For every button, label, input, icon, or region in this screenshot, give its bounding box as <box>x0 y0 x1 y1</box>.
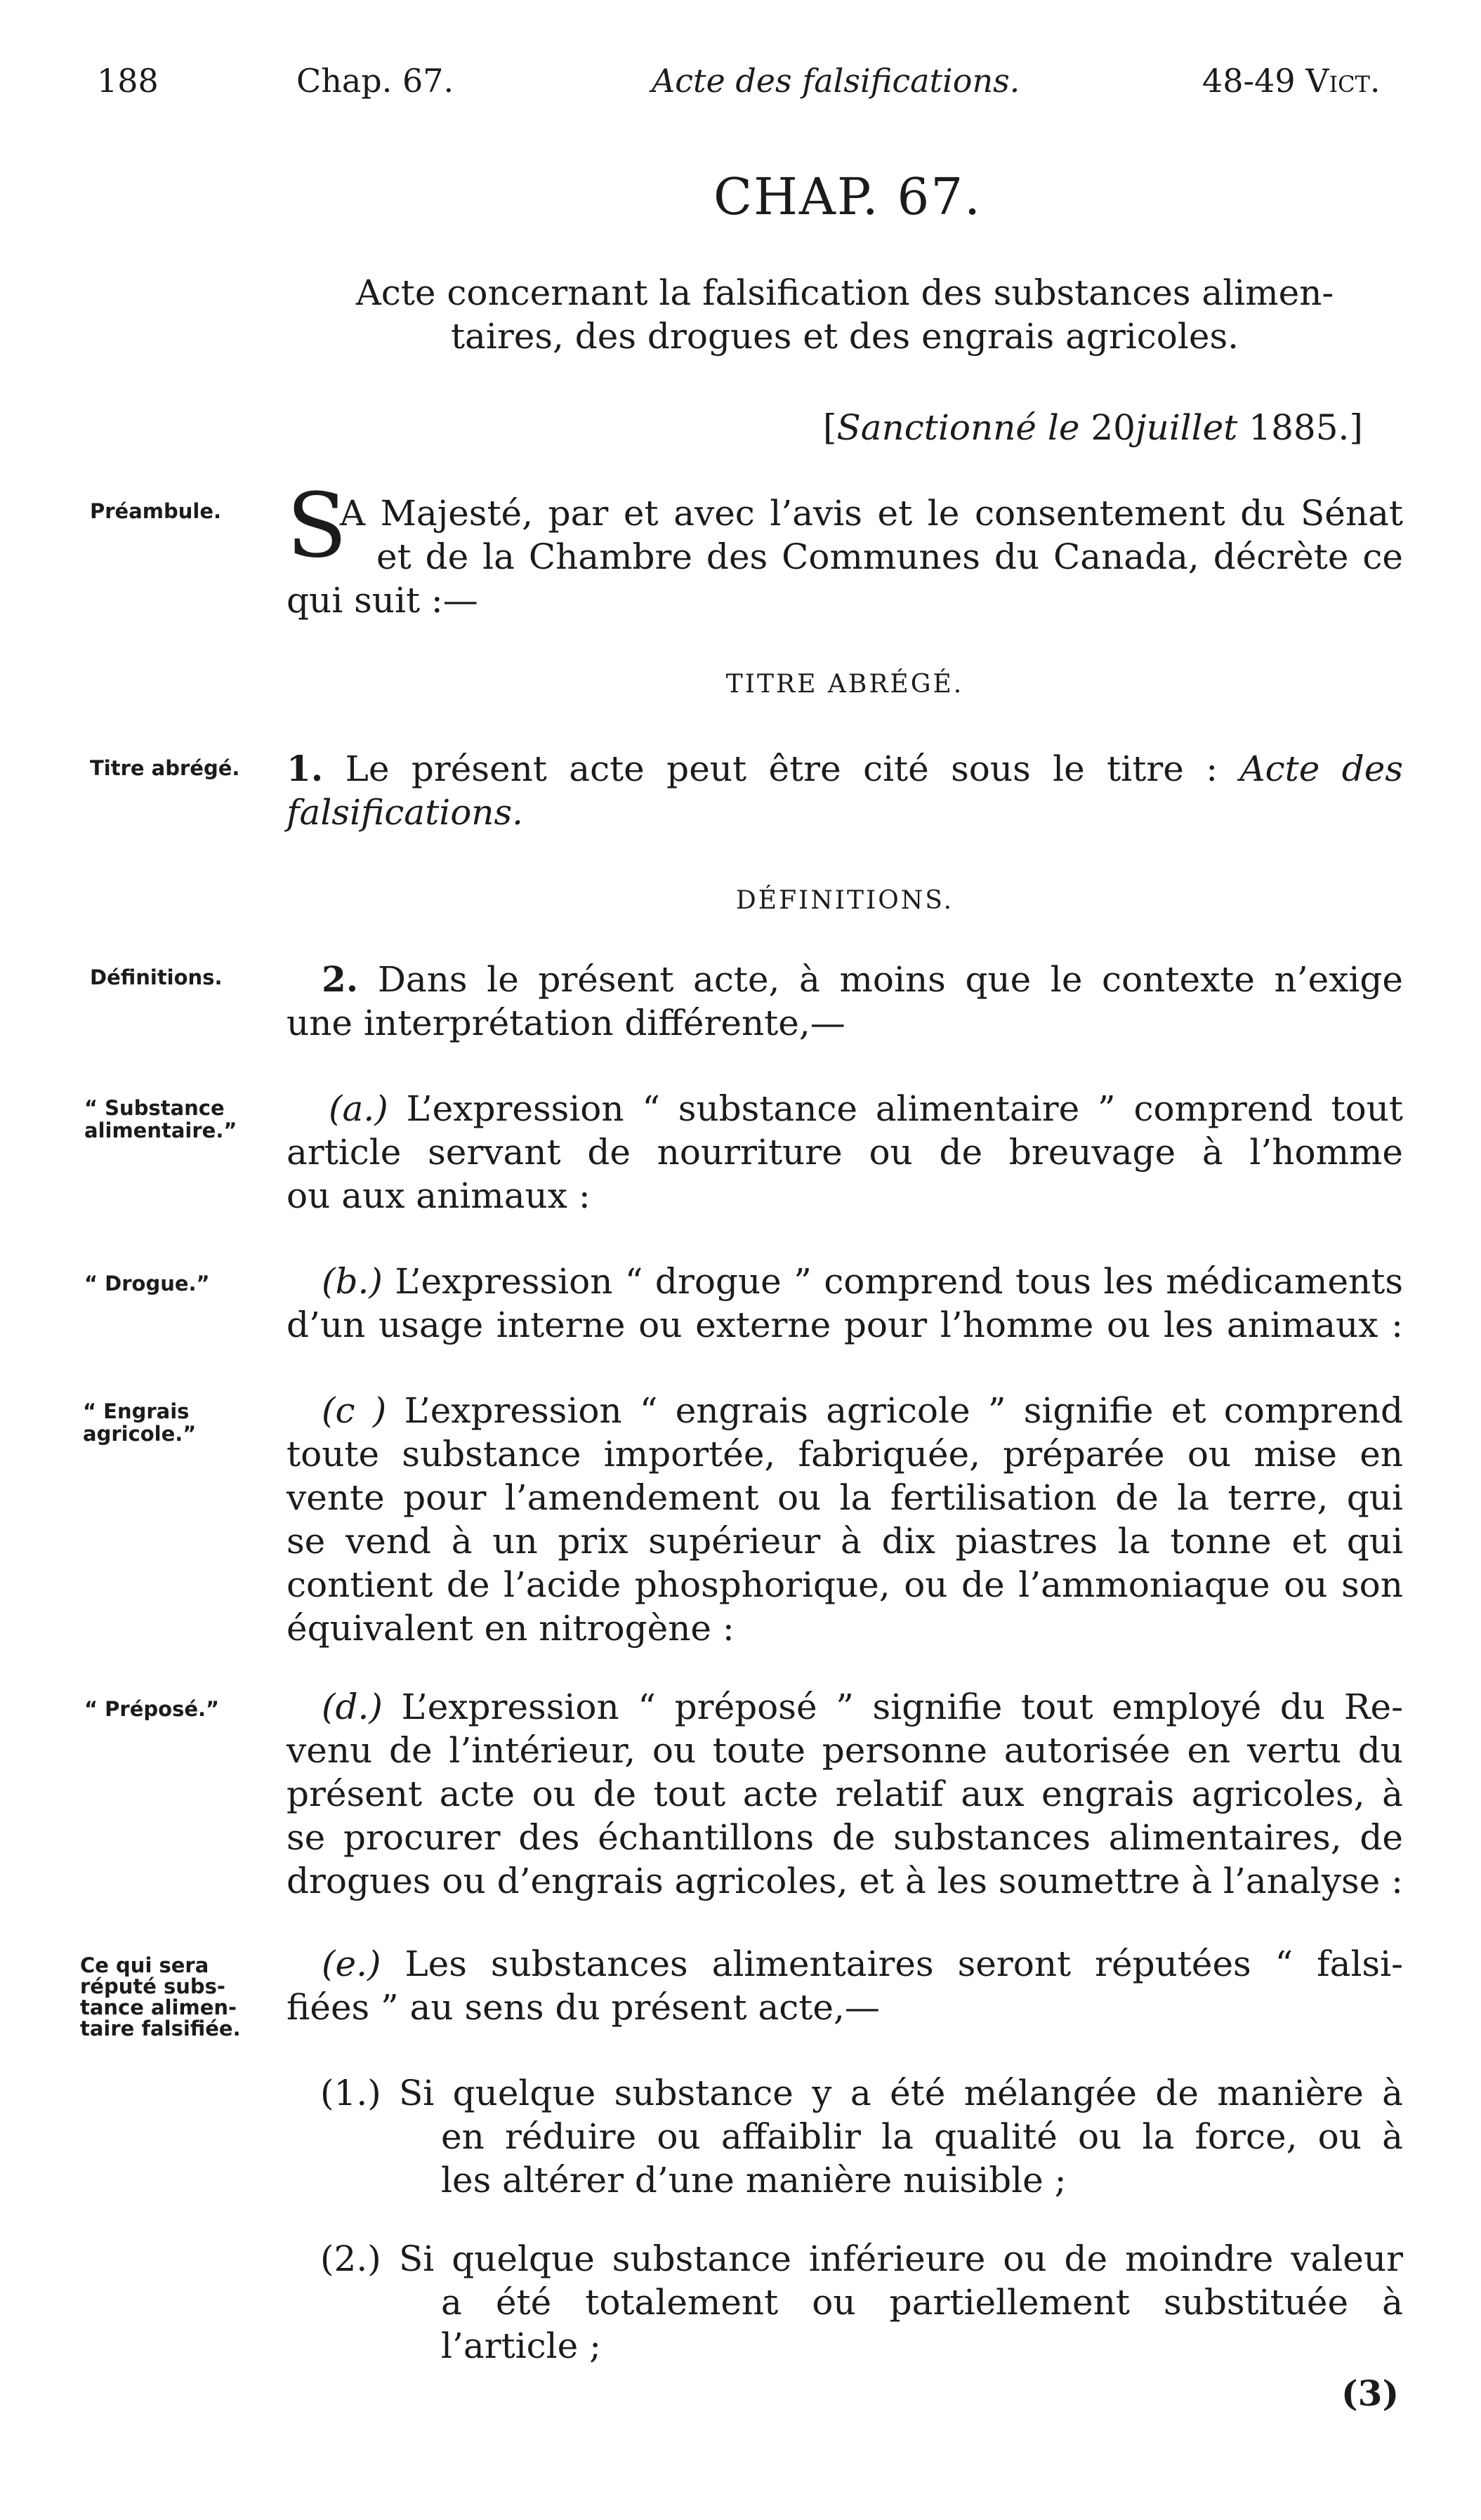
margin-line: “ Engrais <box>83 1399 190 1423</box>
section-1-line <box>287 747 1403 791</box>
definition-d-line: venu de l’intérieur, ou toute personne autorisée en vertu du <box>287 1730 1403 1771</box>
section-1-number: 1. <box>287 748 324 789</box>
definition-b <box>287 1260 1403 1347</box>
margin-note-preamble: Préambule. <box>90 499 222 523</box>
definition-d-label: (d.) <box>322 1687 383 1727</box>
definition-b-label: (b.) <box>322 1261 383 1302</box>
definition-d-line <box>322 1685 1403 1729</box>
definition-a-line: article servant de nourriture ou de breuvage à l’homme <box>287 1132 1403 1173</box>
definition-e-line <box>322 1942 1403 1986</box>
margin-line: “ Substance <box>84 1096 225 1120</box>
definition-d-line: drogues ou d’engrais agricoles, et à les soumettre à l’analyse : <box>287 1861 1403 1901</box>
margin-line: tance alimen- <box>80 1995 237 2019</box>
section-2-line: une interprétation différente,— <box>287 1003 845 1043</box>
page-number: 188 <box>97 62 159 100</box>
definition-a-text: L’expression “ substance alimentaire ” comprend tout <box>406 1088 1403 1129</box>
definition-d-line: présent acte ou de tout acte relatif aux engrais agricoles, à <box>287 1774 1403 1814</box>
margin-line: agricole.” <box>83 1422 197 1446</box>
assent-bracket: [ <box>823 407 837 448</box>
long-title <box>287 271 1403 358</box>
definition-b-line: d’un usage interne ou externe pour l’homme ou les animaux : <box>287 1305 1403 1345</box>
definition-c <box>287 1389 1403 1650</box>
long-title-line: Acte concernant la falsification des substances alimen- <box>355 272 1334 313</box>
sub-2-line: Si quelque substance inférieure ou de moindre valeur <box>399 2238 1403 2279</box>
section-1-text: Le présent acte peut être cité sous le titre : <box>345 748 1218 789</box>
margin-note-definitions: Définitions. <box>90 965 223 989</box>
section-2-line <box>322 958 1403 1001</box>
preamble-line: A Majesté, par et avec l’avis et le consentement du Sénat <box>340 493 1403 534</box>
definition-c-line: se vend à un prix supérieur à dix piastres la tonne et qui <box>287 1521 1403 1562</box>
margin-line: taire falsifiée. <box>80 2017 241 2040</box>
definition-a <box>287 1087 1403 1218</box>
definition-c-line: toute substance importée, fabriquée, préparée ou mise en <box>287 1434 1403 1475</box>
drop-cap: S <box>287 474 348 577</box>
definitions-heading: DÉFINITIONS. <box>735 886 954 915</box>
margin-note-officer <box>84 1698 219 1720</box>
regnal-year: 48-49 Vict. <box>1202 62 1381 100</box>
section-1-italic-line2: falsifications. <box>287 792 524 833</box>
sub-1-line: les altérer d’une manière nuisible ; <box>441 2160 1067 2201</box>
margin-line: réputé subs- <box>80 1974 225 1998</box>
assent-date <box>823 406 1363 449</box>
margin-note-drug <box>84 1272 210 1295</box>
assent-year: 1885.] <box>1249 407 1363 448</box>
act-running-head: Acte des falsifications. <box>652 62 1020 100</box>
definition-b-text: L’expression “ drogue ” comprend tous les médicaments <box>395 1261 1403 1302</box>
preamble-text <box>287 492 1403 622</box>
definition-c-line: vente pour l’amendement ou la fertilisation de la terre, qui <box>287 1477 1403 1518</box>
definition-c-line: contient de l’acide phosphorique, ou de l’ammoniaque ou son <box>287 1564 1403 1605</box>
definition-a-label: (a.) <box>329 1088 388 1129</box>
preamble-line: et de la Chambre des Communes du Canada, décrète ce <box>376 536 1403 577</box>
margin-line: alimentaire.” <box>84 1119 237 1142</box>
sub-1-line: Si quelque substance y a été mélangée de manière à <box>399 2073 1403 2113</box>
margin-note-substance <box>84 1097 237 1142</box>
preamble-line: qui suit :— <box>287 580 478 621</box>
signature-mark: (3) <box>1341 2373 1400 2414</box>
sub-clause-1 <box>399 2071 1403 2202</box>
assent-month: juillet <box>1135 407 1238 448</box>
definition-e-text: Les substances alimentaires seront réputées “ falsi- <box>404 1944 1403 1984</box>
definition-c-label: (c ) <box>322 1390 387 1431</box>
section-1-italic: Acte des <box>1239 748 1403 789</box>
sub-2-line: a été totalement ou partiellement substituée à <box>441 2282 1403 2323</box>
definition-e-line: fiées ” au sens du présent acte,— <box>287 1987 880 2028</box>
sub-2-line: l’article ; <box>441 2326 602 2366</box>
definition-a-line <box>329 1087 1403 1130</box>
definition-d-text: L’expression “ préposé ” signifie tout employé du Re- <box>401 1687 1403 1727</box>
long-title-line: taires, des drogues et des engrais agricoles. <box>450 316 1239 357</box>
short-title-heading: TITRE ABRÉGÉ. <box>725 670 964 699</box>
chapter-heading: CHAP. 67. <box>713 167 982 226</box>
definition-b-line <box>322 1260 1403 1303</box>
assent-day: 20 <box>1091 407 1136 448</box>
definition-d-line: se procurer des échantillons de substances alimentaires, de <box>287 1817 1403 1858</box>
section-2 <box>287 958 1403 1045</box>
sub-1-label: (1.) <box>320 2073 381 2113</box>
section-2-number: 2. <box>322 958 359 1000</box>
margin-note-fertilizer <box>83 1400 196 1445</box>
sub-clause-2 <box>399 2237 1403 2368</box>
definition-c-line <box>322 1389 1403 1432</box>
section-2-text: Dans le présent acte, à moins que le contexte n’exige <box>377 959 1403 1000</box>
margin-note-adulterated <box>80 1955 241 2039</box>
margin-note-short-title: Titre abrégé. <box>90 756 240 780</box>
definition-a-line: ou aux animaux : <box>287 1175 591 1216</box>
margin-line: “ Préposé.” <box>84 1697 220 1721</box>
definition-d <box>287 1685 1403 1903</box>
definition-c-line: équivalent en nitrogène : <box>287 1608 735 1649</box>
chapter-running-head: Chap. 67. <box>296 62 454 100</box>
sub-1-line: en réduire ou affaiblir la qualité ou la force, ou à <box>441 2116 1403 2157</box>
definition-e-label: (e.) <box>322 1944 381 1984</box>
definition-c-text: L’expression “ engrais agricole ” signifie et comprend <box>404 1390 1403 1431</box>
sub-2-label: (2.) <box>320 2238 381 2279</box>
margin-line: “ Drogue.” <box>84 1272 210 1295</box>
section-1 <box>287 747 1403 834</box>
definition-e <box>287 1942 1403 2029</box>
assent-sanctioned: Sanctionné le <box>836 407 1080 448</box>
margin-line: Ce qui sera <box>80 1953 209 1977</box>
